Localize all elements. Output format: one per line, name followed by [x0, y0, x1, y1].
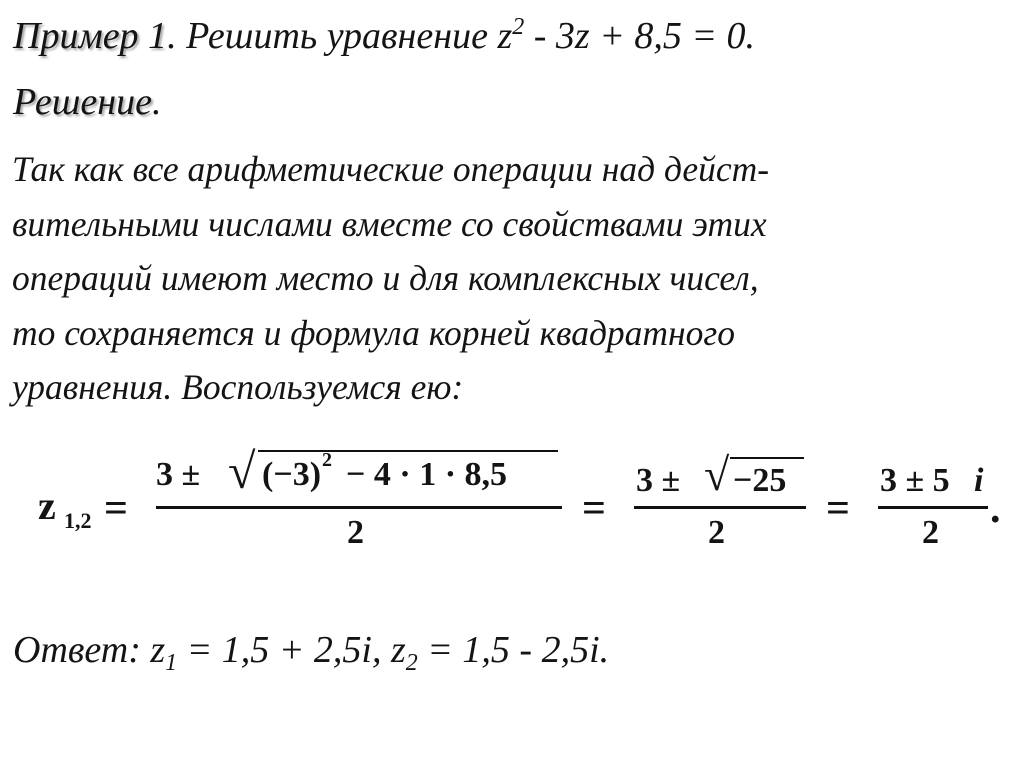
formula-eq-3: = — [826, 486, 850, 532]
answer-z2-val: = 1,5 - 2,5i. — [417, 629, 610, 671]
formula-eq-1: = — [104, 486, 128, 532]
frac2-radicand: −25 — [733, 462, 787, 499]
frac1-radical-sign: √ — [228, 443, 256, 499]
body-line: вительными числами вместе со свойствами этих — [12, 203, 767, 244]
frac2-radical-bar — [730, 457, 804, 459]
answer-label: Ответ: — [13, 629, 141, 671]
frac3-den: 2 — [922, 514, 939, 551]
frac1-radicand-a: (−3) — [262, 456, 322, 493]
solution-label: Решение — [13, 81, 152, 123]
example-title — [13, 14, 755, 58]
frac1-radicand-b: − 4 · 1 · 8,5 — [346, 456, 508, 493]
frac1-radical-bar — [258, 450, 558, 452]
frac2-den: 2 — [708, 514, 725, 551]
answer-z1-val: = 1,5 + 2,5i, — [177, 629, 391, 671]
task-exponent: 2 — [512, 14, 525, 40]
solution-dot: . — [151, 81, 162, 123]
frac1-radicand-exp: 2 — [322, 449, 332, 471]
answer-z2-var: z — [390, 629, 406, 671]
frac3-bar — [878, 506, 988, 509]
quadratic-formula — [0, 440, 1024, 560]
formula-lhs-var: z — [38, 483, 56, 528]
body-line: Так как все арифметические операции над дейст- — [12, 149, 770, 189]
formula-eq-2: = — [582, 486, 606, 532]
example-label: Пример 1 — [13, 15, 168, 57]
formula-lhs-sub: 1,2 — [64, 508, 92, 533]
task-text: Решить уравнение z — [176, 15, 513, 57]
task-rest: - 3z + 8,5 = 0. — [524, 15, 756, 57]
body-paragraph — [12, 142, 1012, 415]
body-line: то сохраняется и формула корней квадратного — [12, 312, 736, 353]
formula-end-dot: . — [990, 486, 1001, 532]
frac2-num-prefix: 3 ± — [636, 462, 681, 499]
frac2-bar — [634, 506, 806, 509]
frac1-num-prefix: 3 ± — [156, 456, 201, 493]
frac1-den: 2 — [347, 514, 364, 551]
answer-z2-sub: 2 — [405, 650, 418, 676]
answer-z1-sub: 1 — [165, 650, 178, 676]
frac2-radical-sign: √ — [704, 449, 730, 500]
body-line: уравнения. Воспользуемся ею: — [12, 367, 464, 407]
answer-line — [13, 628, 610, 676]
body-line: операций имеют место и для комплексных чисел, — [12, 258, 759, 298]
frac3-num-i: i — [974, 462, 984, 499]
answer-z1-var: z — [150, 629, 166, 671]
example-dot: . — [167, 15, 177, 57]
solution-heading — [13, 80, 161, 124]
frac1-bar — [156, 506, 562, 509]
frac3-num-a: 3 ± 5 — [880, 462, 950, 499]
